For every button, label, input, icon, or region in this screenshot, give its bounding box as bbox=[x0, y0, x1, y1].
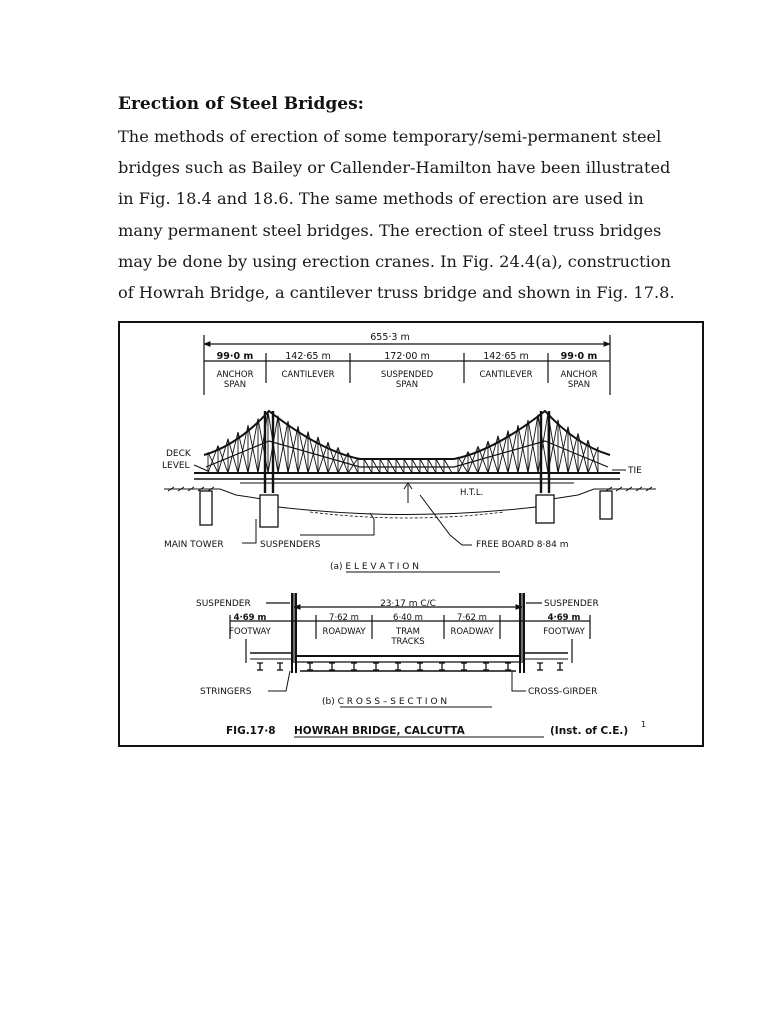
paragraph-line: many permanent steel bridges. The erection of steel truss bridges bbox=[118, 220, 662, 240]
paragraph-line: may be done by using erection cranes. In Fig. 24.4(a), construction bbox=[118, 251, 671, 271]
paragraph-line: The methods of erection of some temporary/semi-permanent steel bbox=[118, 127, 662, 146]
free-board-label: FREE BOARD 8·84 m bbox=[476, 540, 569, 550]
piers bbox=[200, 491, 612, 527]
paragraph-line: of Howrah Bridge, a cantilever truss bridge and shown in Fig. 17.8. bbox=[118, 283, 675, 303]
part-length-label: 7·62 m bbox=[329, 613, 359, 623]
body-paragraph bbox=[118, 121, 718, 308]
span-name-label: SPAN bbox=[395, 380, 419, 390]
span-name-label: ANCHOR bbox=[216, 370, 254, 380]
total-span-label: 655·3 m bbox=[370, 332, 410, 343]
paragraph-line: bridges such as Bailey or Callender-Hamilton have been illustrated bbox=[118, 158, 671, 178]
span-length-label: 99·0 m bbox=[560, 351, 598, 362]
suspender-left-label: SUSPENDER bbox=[196, 599, 251, 609]
footnote-mark: 1 bbox=[641, 720, 647, 729]
cross-width-label: 23·17 m C/C bbox=[380, 599, 436, 609]
stringers bbox=[257, 663, 563, 670]
suspender-right-label: SUSPENDER bbox=[544, 599, 599, 609]
part-name-label: ROADWAY bbox=[322, 627, 366, 637]
span-length-label: 99·0 m bbox=[216, 351, 254, 362]
span-name-label: SPAN bbox=[567, 380, 591, 390]
deck-label: DECK bbox=[166, 449, 191, 459]
stringers-label: STRINGERS bbox=[200, 687, 252, 697]
span-name-label: ANCHOR bbox=[560, 370, 598, 380]
part-length-label: 4·69 m bbox=[233, 613, 267, 623]
part-length-label: 7·62 m bbox=[457, 613, 487, 623]
river-water bbox=[270, 506, 544, 515]
level-label: LEVEL bbox=[162, 461, 190, 471]
section-heading: Erection of Steel Bridges: bbox=[118, 94, 364, 114]
span-length-label: 142·65 m bbox=[483, 351, 529, 362]
cross-section-caption: (b) C R O S S – S E C T I O N bbox=[322, 697, 448, 707]
part-length-label: 6·40 m bbox=[393, 613, 423, 623]
paragraph-line: in Fig. 18.4 and 18.6. The same methods of erection are used in bbox=[118, 189, 644, 209]
span-name-label: CANTILEVER bbox=[281, 370, 335, 380]
river-banks bbox=[164, 487, 656, 499]
tie-label: TIE bbox=[628, 466, 642, 476]
howrah-bridge-figure bbox=[118, 321, 704, 747]
figure-title: HOWRAH BRIDGE, CALCUTTA bbox=[294, 725, 465, 737]
elevation-caption: (a) E L E V A T I O N bbox=[330, 562, 419, 572]
figure-number: FIG.17·8 bbox=[226, 725, 276, 737]
suspended-span-members bbox=[364, 459, 452, 473]
bridge-deck bbox=[194, 473, 620, 483]
span-name-label: CANTILEVER bbox=[479, 370, 533, 380]
span-length-label: 172·00 m bbox=[384, 351, 430, 362]
part-name-label: ROADWAY bbox=[450, 627, 494, 637]
cross-girder-label: CROSS-GIRDER bbox=[528, 687, 598, 697]
part-name-label: FOOTWAY bbox=[229, 627, 271, 637]
span-length-label: 142·65 m bbox=[285, 351, 331, 362]
figure-credit: (Inst. of C.E.) bbox=[550, 725, 629, 737]
main-tower-label: MAIN TOWER bbox=[164, 540, 224, 550]
span-name-label: SPAN bbox=[223, 380, 247, 390]
htl-label: H.T.L. bbox=[460, 488, 484, 498]
bridge-drawing bbox=[120, 323, 702, 745]
part-name-label: TRAM bbox=[396, 627, 420, 637]
part-name-label: FOOTWAY bbox=[543, 627, 585, 637]
suspenders-label: SUSPENDERS bbox=[260, 540, 321, 550]
part-name-label: TRACKS bbox=[391, 637, 425, 647]
part-length-label: 4·69 m bbox=[547, 613, 581, 623]
span-name-label: SUSPENDED bbox=[380, 370, 434, 380]
